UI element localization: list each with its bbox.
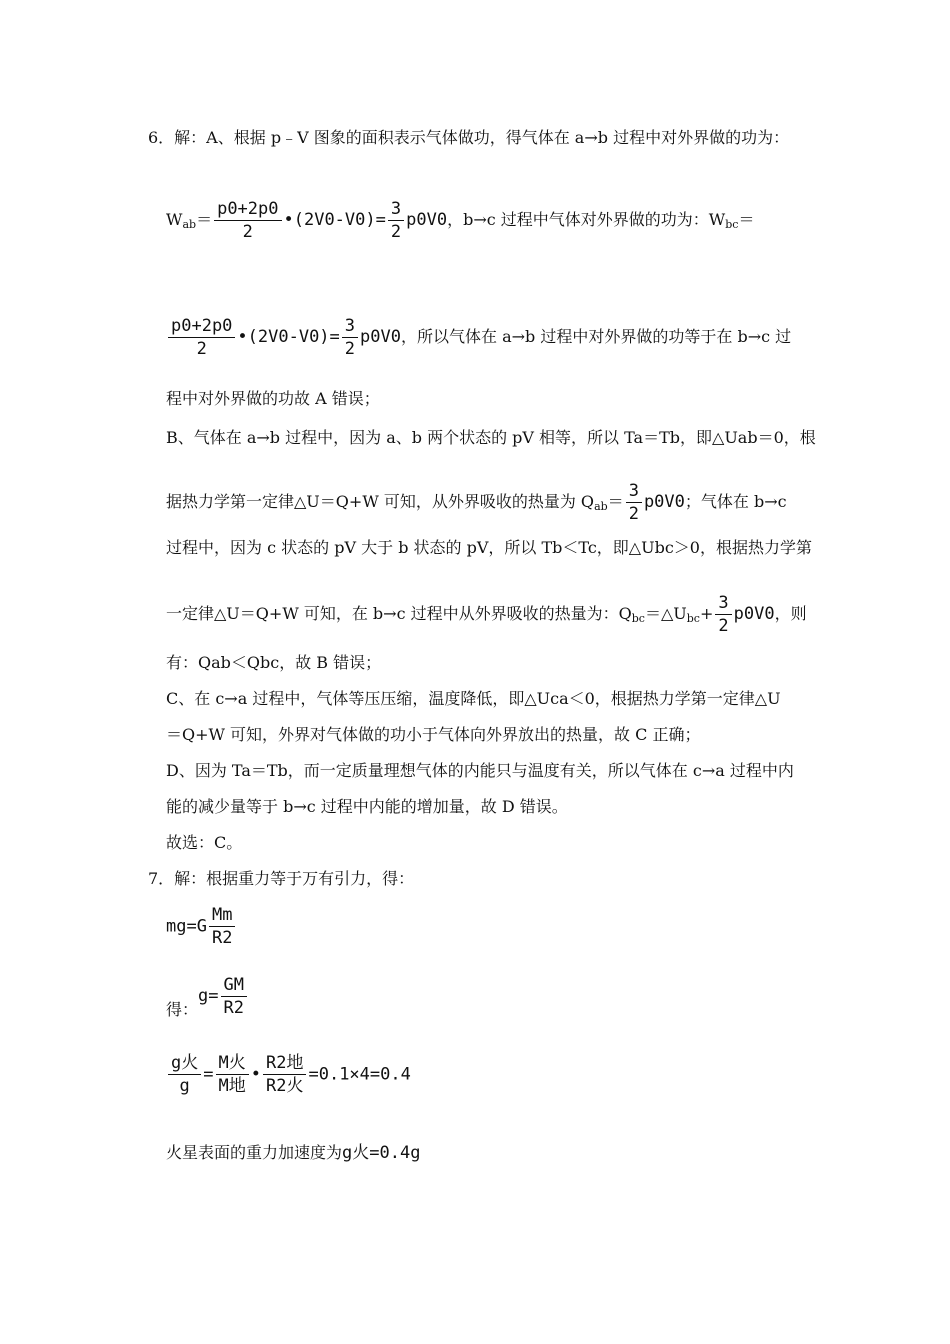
- wbc-intro: ，b→c 过程中气体对外界做的功为：W: [447, 210, 726, 229]
- p0v0: p0V0: [406, 210, 448, 230]
- q6-b-line4: 一定律△U＝Q+W 可知，在 b→c 过程中从外界吸收的热量为：$Q_{bc}=\triangle U_{bc}+$ $\frac{3}{2}$ p0V0，则: [166, 593, 807, 636]
- q6-b-conclusion: 有：Qab＜Qbc，故 B 错误；: [166, 653, 382, 672]
- wab-label: $W_{ab}$: [166, 210, 197, 231]
- q6-b-line2: 据热力学第一定律△U＝Q+W 可知，从外界吸收的热量为 $Q_{ab}=$ $\frac{3}{2}$ p0V0；气体在 b→c: [166, 481, 787, 524]
- q6-intro-text: 6．解：A、根据 p﹣V 图象的面积表示气体做功，得气体在 a→b 过程中对外界做的功为：: [148, 128, 790, 147]
- q6-answer: 故选：C。: [166, 833, 243, 852]
- three-halves: $\frac{3}{2}$: [388, 198, 404, 243]
- wbc-fraction: $\frac{p0+2p0}{2}$: [168, 315, 235, 360]
- wbc-formula-line: $\frac{p0+2p0}{2}$ •(2V0-V0)= $\frac{3}{2}$ p0V0，所以气体在 a→b 过程中对外界做的功等于在 b→c 过: [166, 315, 791, 360]
- q7-formula-3: $\frac{\text{g火}}{g}$ = $\frac{\text{M火}}{\text{M地}}$ • $\frac{\text{R2地}}{\text{R2火}}$ =0.1×4=0.4: [166, 1052, 411, 1097]
- q6-b-line3: 过程中，因为 c 状态的 pV 大于 b 状态的 pV，所以 Tb＜Tc，即△Ubc＞0，根据热力学第: [166, 538, 812, 557]
- wab-fraction: $\frac{p0+2p0}{2}$: [214, 198, 281, 243]
- q7-formula-1: mg=G $\frac{Mm}{R2}$: [166, 904, 237, 949]
- q6-d-line1: D、因为 Ta＝Tb，而一定质量理想气体的内能只与温度有关，所以气体在 c→a 过程中内: [166, 761, 794, 780]
- q7-formula-2: 得：g= $\frac{GM}{R2}$: [166, 974, 249, 1019]
- q7-intro: 7．解：根据重力等于万有引力，得：: [148, 869, 415, 888]
- q6-a-conclusion: 程中对外界做的功故 A 错误；: [166, 389, 380, 408]
- q6-intro: [148, 127, 789, 149]
- q6-c-line2: ＝Q+W 可知，外界对气体做的功小于气体向外界放出的热量，故 C 正确；: [166, 725, 701, 744]
- q6-c-line1: C、在 c→a 过程中，气体等压压缩，温度降低，即△Uca＜0，根据热力学第一定律△U: [166, 689, 781, 708]
- wab-mult: •(2V0-V0): [283, 210, 376, 230]
- wab-formula-line: $W_{ab}=$ $\frac{p0+2p0}{2}$ •(2V0-V0)= $\frac{3}{2}$ p0V0，b→c 过程中气体对外界做的功为：$W_{bc}=$: [166, 199, 755, 242]
- q6-compare-text: ，所以气体在 a→b 过程中对外界做的功等于在 b→c 过: [401, 327, 792, 346]
- q7-result: 火星表面的重力加速度为g火=0.4g: [166, 1143, 421, 1163]
- q6-d-line2: 能的减少量等于 b→c 过程中内能的增加量，故 D 错误。: [166, 797, 568, 816]
- q6-b-line1: B、气体在 a→b 过程中，因为 a、b 两个状态的 pV 相等，所以 Ta＝Tb，即△Uab＝0，根: [166, 428, 816, 447]
